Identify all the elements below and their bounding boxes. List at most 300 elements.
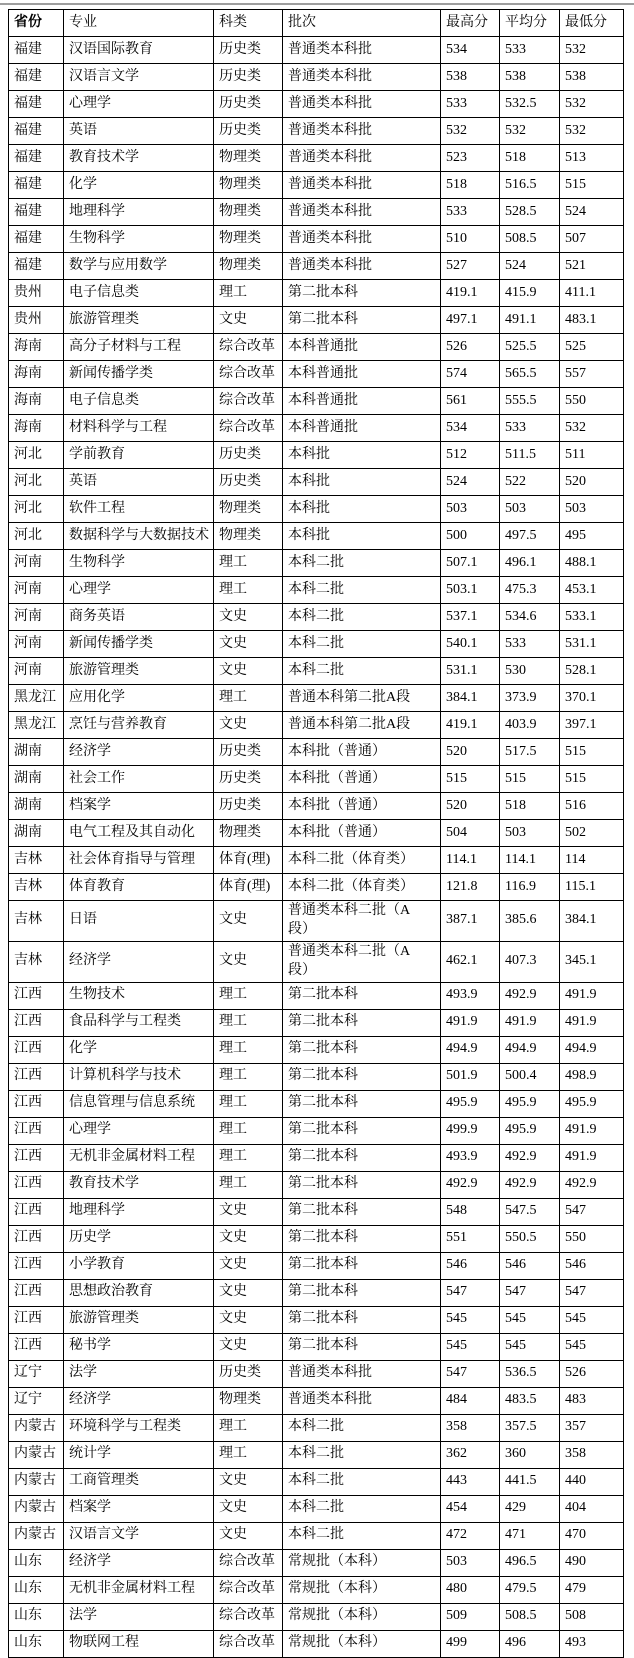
avg-score-cell: 357.5 <box>500 1414 560 1441</box>
major-cell: 新闻传播学类 <box>64 361 214 388</box>
category-cell: 综合改革 <box>214 334 283 361</box>
min-score-cell: 508 <box>560 1603 624 1630</box>
avg-score-cell: 415.9 <box>500 280 560 307</box>
batch-cell: 普通本科第二批A段 <box>283 685 441 712</box>
major-cell: 无机非金属材料工程 <box>64 1144 214 1171</box>
column-header: 批次 <box>283 10 441 37</box>
avg-score-cell: 517.5 <box>500 739 560 766</box>
category-cell: 文史 <box>214 1495 283 1522</box>
table-row <box>9 1549 624 1576</box>
max-score-cell: 532 <box>441 118 500 145</box>
header-row <box>9 10 624 37</box>
category-cell: 历史类 <box>214 442 283 469</box>
province-cell: 辽宁 <box>9 1360 64 1387</box>
avg-score-cell: 385.6 <box>500 901 560 942</box>
table-row <box>9 550 624 577</box>
min-score-cell: 493 <box>560 1630 624 1657</box>
category-cell: 物理类 <box>214 172 283 199</box>
table-row <box>9 523 624 550</box>
avg-score-cell: 516.5 <box>500 172 560 199</box>
province-cell: 河北 <box>9 442 64 469</box>
batch-cell: 第二批本科 <box>283 1171 441 1198</box>
avg-score-cell: 533 <box>500 37 560 64</box>
major-cell: 日语 <box>64 901 214 942</box>
min-score-cell: 547 <box>560 1198 624 1225</box>
min-score-cell: 526 <box>560 1360 624 1387</box>
table-row <box>9 631 624 658</box>
max-score-cell: 507.1 <box>441 550 500 577</box>
category-cell: 理工 <box>214 1117 283 1144</box>
table-row <box>9 685 624 712</box>
batch-cell: 普通类本科批 <box>283 145 441 172</box>
batch-cell: 第二批本科 <box>283 307 441 334</box>
batch-cell: 本科二批 <box>283 658 441 685</box>
max-score-cell: 533 <box>441 91 500 118</box>
batch-cell: 本科批 <box>283 523 441 550</box>
major-cell: 法学 <box>64 1360 214 1387</box>
major-cell: 汉语国际教育 <box>64 37 214 64</box>
max-score-cell: 454 <box>441 1495 500 1522</box>
min-score-cell: 491.9 <box>560 982 624 1009</box>
avg-score-cell: 492.9 <box>500 982 560 1009</box>
major-cell: 档案学 <box>64 1495 214 1522</box>
major-cell: 电气工程及其自动化 <box>64 820 214 847</box>
major-cell: 高分子材料与工程 <box>64 334 214 361</box>
province-cell: 江西 <box>9 1198 64 1225</box>
min-score-cell: 440 <box>560 1468 624 1495</box>
max-score-cell: 493.9 <box>441 1144 500 1171</box>
table-row <box>9 91 624 118</box>
min-score-cell: 114 <box>560 847 624 874</box>
batch-cell: 普通类本科批 <box>283 37 441 64</box>
province-cell: 贵州 <box>9 307 64 334</box>
batch-cell: 第二批本科 <box>283 982 441 1009</box>
max-score-cell: 472 <box>441 1522 500 1549</box>
category-cell: 文史 <box>214 1279 283 1306</box>
avg-score-cell: 500.4 <box>500 1063 560 1090</box>
batch-cell: 本科二批（体育类） <box>283 874 441 901</box>
min-score-cell: 494.9 <box>560 1036 624 1063</box>
table-row <box>9 496 624 523</box>
min-score-cell: 115.1 <box>560 874 624 901</box>
batch-cell: 普通类本科批 <box>283 64 441 91</box>
avg-score-cell: 429 <box>500 1495 560 1522</box>
table-row <box>9 253 624 280</box>
avg-score-cell: 545 <box>500 1333 560 1360</box>
batch-cell: 本科二批 <box>283 1468 441 1495</box>
major-cell: 秘书学 <box>64 1333 214 1360</box>
batch-cell: 常规批（本科） <box>283 1630 441 1657</box>
min-score-cell: 524 <box>560 199 624 226</box>
avg-score-cell: 503 <box>500 496 560 523</box>
major-cell: 地理科学 <box>64 1198 214 1225</box>
avg-score-cell: 530 <box>500 658 560 685</box>
batch-cell: 普通类本科二批（A段） <box>283 901 441 942</box>
max-score-cell: 512 <box>441 442 500 469</box>
column-header: 平均分 <box>500 10 560 37</box>
province-cell: 江西 <box>9 1063 64 1090</box>
category-cell: 综合改革 <box>214 1603 283 1630</box>
max-score-cell: 510 <box>441 226 500 253</box>
min-score-cell: 411.1 <box>560 280 624 307</box>
province-cell: 黑龙江 <box>9 712 64 739</box>
batch-cell: 第二批本科 <box>283 1225 441 1252</box>
category-cell: 文史 <box>214 712 283 739</box>
major-cell: 生物科学 <box>64 550 214 577</box>
batch-cell: 本科批 <box>283 469 441 496</box>
province-cell: 河南 <box>9 577 64 604</box>
batch-cell: 本科二批 <box>283 1441 441 1468</box>
max-score-cell: 491.9 <box>441 1009 500 1036</box>
major-cell: 物联网工程 <box>64 1630 214 1657</box>
category-cell: 物理类 <box>214 496 283 523</box>
category-cell: 理工 <box>214 550 283 577</box>
max-score-cell: 387.1 <box>441 901 500 942</box>
province-cell: 山东 <box>9 1549 64 1576</box>
max-score-cell: 501.9 <box>441 1063 500 1090</box>
major-cell: 经济学 <box>64 1549 214 1576</box>
min-score-cell: 516 <box>560 793 624 820</box>
category-cell: 历史类 <box>214 64 283 91</box>
major-cell: 地理科学 <box>64 199 214 226</box>
max-score-cell: 419.1 <box>441 280 500 307</box>
category-cell: 理工 <box>214 1414 283 1441</box>
province-cell: 吉林 <box>9 901 64 942</box>
province-cell: 河北 <box>9 523 64 550</box>
province-cell: 福建 <box>9 91 64 118</box>
category-cell: 文史 <box>214 1252 283 1279</box>
table-row <box>9 1360 624 1387</box>
major-cell: 小学教育 <box>64 1252 214 1279</box>
province-cell: 江西 <box>9 1279 64 1306</box>
max-score-cell: 551 <box>441 1225 500 1252</box>
min-score-cell: 528.1 <box>560 658 624 685</box>
category-cell: 文史 <box>214 1468 283 1495</box>
table-row <box>9 793 624 820</box>
batch-cell: 本科二批 <box>283 1522 441 1549</box>
category-cell: 历史类 <box>214 118 283 145</box>
min-score-cell: 531.1 <box>560 631 624 658</box>
table-row <box>9 64 624 91</box>
province-cell: 江西 <box>9 1117 64 1144</box>
min-score-cell: 483 <box>560 1387 624 1414</box>
major-cell: 无机非金属材料工程 <box>64 1576 214 1603</box>
major-cell: 数据科学与大数据技术 <box>64 523 214 550</box>
province-cell: 江西 <box>9 982 64 1009</box>
batch-cell: 普通类本科批 <box>283 172 441 199</box>
max-score-cell: 499 <box>441 1630 500 1657</box>
major-cell: 生物科学 <box>64 226 214 253</box>
column-header: 省份 <box>9 10 64 37</box>
min-score-cell: 515 <box>560 739 624 766</box>
min-score-cell: 545 <box>560 1306 624 1333</box>
table-row <box>9 442 624 469</box>
avg-score-cell: 550.5 <box>500 1225 560 1252</box>
major-cell: 旅游管理类 <box>64 658 214 685</box>
avg-score-cell: 496.5 <box>500 1549 560 1576</box>
table-header <box>9 10 624 37</box>
table-row <box>9 658 624 685</box>
max-score-cell: 537.1 <box>441 604 500 631</box>
major-cell: 体育教育 <box>64 874 214 901</box>
batch-cell: 本科二批 <box>283 604 441 631</box>
max-score-cell: 515 <box>441 766 500 793</box>
avg-score-cell: 494.9 <box>500 1036 560 1063</box>
batch-cell: 本科二批 <box>283 1414 441 1441</box>
avg-score-cell: 360 <box>500 1441 560 1468</box>
batch-cell: 常规批（本科） <box>283 1549 441 1576</box>
batch-cell: 第二批本科 <box>283 1252 441 1279</box>
max-score-cell: 527 <box>441 253 500 280</box>
province-cell: 江西 <box>9 1306 64 1333</box>
major-cell: 心理学 <box>64 1117 214 1144</box>
province-cell: 河北 <box>9 496 64 523</box>
batch-cell: 第二批本科 <box>283 280 441 307</box>
avg-score-cell: 545 <box>500 1306 560 1333</box>
major-cell: 学前教育 <box>64 442 214 469</box>
major-cell: 英语 <box>64 469 214 496</box>
province-cell: 福建 <box>9 172 64 199</box>
major-cell: 经济学 <box>64 1387 214 1414</box>
table-row <box>9 334 624 361</box>
batch-cell: 普通类本科批 <box>283 1360 441 1387</box>
major-cell: 生物技术 <box>64 982 214 1009</box>
avg-score-cell: 495.9 <box>500 1090 560 1117</box>
table-row <box>9 820 624 847</box>
category-cell: 物理类 <box>214 523 283 550</box>
category-cell: 理工 <box>214 982 283 1009</box>
category-cell: 理工 <box>214 577 283 604</box>
min-score-cell: 532 <box>560 118 624 145</box>
province-cell: 江西 <box>9 1333 64 1360</box>
min-score-cell: 532 <box>560 415 624 442</box>
avg-score-cell: 547 <box>500 1279 560 1306</box>
category-cell: 文史 <box>214 1306 283 1333</box>
table-row <box>9 361 624 388</box>
batch-cell: 第二批本科 <box>283 1333 441 1360</box>
batch-cell: 第二批本科 <box>283 1144 441 1171</box>
province-cell: 江西 <box>9 1036 64 1063</box>
province-cell: 福建 <box>9 226 64 253</box>
table-row <box>9 1522 624 1549</box>
batch-cell: 常规批（本科） <box>283 1603 441 1630</box>
province-cell: 湖南 <box>9 739 64 766</box>
table-row <box>9 1036 624 1063</box>
batch-cell: 普通类本科二批（A段） <box>283 941 441 982</box>
province-cell: 山东 <box>9 1576 64 1603</box>
min-score-cell: 511 <box>560 442 624 469</box>
province-cell: 河南 <box>9 658 64 685</box>
category-cell: 物理类 <box>214 145 283 172</box>
max-score-cell: 480 <box>441 1576 500 1603</box>
table-row <box>9 199 624 226</box>
avg-score-cell: 534.6 <box>500 604 560 631</box>
max-score-cell: 533 <box>441 199 500 226</box>
batch-cell: 第二批本科 <box>283 1279 441 1306</box>
max-score-cell: 494.9 <box>441 1036 500 1063</box>
avg-score-cell: 114.1 <box>500 847 560 874</box>
major-cell: 统计学 <box>64 1441 214 1468</box>
major-cell: 旅游管理类 <box>64 307 214 334</box>
major-cell: 思想政治教育 <box>64 1279 214 1306</box>
batch-cell: 普通本科第二批A段 <box>283 712 441 739</box>
max-score-cell: 548 <box>441 1198 500 1225</box>
table-row <box>9 118 624 145</box>
province-cell: 江西 <box>9 1090 64 1117</box>
avg-score-cell: 479.5 <box>500 1576 560 1603</box>
category-cell: 文史 <box>214 1333 283 1360</box>
avg-score-cell: 373.9 <box>500 685 560 712</box>
category-cell: 文史 <box>214 1225 283 1252</box>
batch-cell: 第二批本科 <box>283 1117 441 1144</box>
category-cell: 历史类 <box>214 91 283 118</box>
batch-cell: 普通类本科批 <box>283 118 441 145</box>
column-header: 科类 <box>214 10 283 37</box>
max-score-cell: 495.9 <box>441 1090 500 1117</box>
batch-cell: 本科二批 <box>283 631 441 658</box>
province-cell: 河北 <box>9 469 64 496</box>
min-score-cell: 547 <box>560 1279 624 1306</box>
major-cell: 应用化学 <box>64 685 214 712</box>
table-row <box>9 1279 624 1306</box>
avg-score-cell: 508.5 <box>500 226 560 253</box>
min-score-cell: 384.1 <box>560 901 624 942</box>
province-cell: 吉林 <box>9 941 64 982</box>
table-row <box>9 739 624 766</box>
province-cell: 湖南 <box>9 766 64 793</box>
major-cell: 历史学 <box>64 1225 214 1252</box>
table-row <box>9 901 624 942</box>
avg-score-cell: 491.9 <box>500 1009 560 1036</box>
batch-cell: 第二批本科 <box>283 1090 441 1117</box>
table-body <box>9 37 624 1658</box>
table-row <box>9 172 624 199</box>
max-score-cell: 384.1 <box>441 685 500 712</box>
table-row <box>9 226 624 253</box>
table-row <box>9 604 624 631</box>
avg-score-cell: 533 <box>500 415 560 442</box>
batch-cell: 第二批本科 <box>283 1036 441 1063</box>
category-cell: 综合改革 <box>214 415 283 442</box>
avg-score-cell: 492.9 <box>500 1144 560 1171</box>
min-score-cell: 357 <box>560 1414 624 1441</box>
province-cell: 海南 <box>9 334 64 361</box>
min-score-cell: 538 <box>560 64 624 91</box>
batch-cell: 普通类本科批 <box>283 253 441 280</box>
column-header: 专业 <box>64 10 214 37</box>
province-cell: 内蒙古 <box>9 1468 64 1495</box>
batch-cell: 本科二批 <box>283 1495 441 1522</box>
max-score-cell: 520 <box>441 739 500 766</box>
batch-cell: 第二批本科 <box>283 1009 441 1036</box>
province-cell: 河南 <box>9 631 64 658</box>
batch-cell: 普通类本科批 <box>283 226 441 253</box>
min-score-cell: 488.1 <box>560 550 624 577</box>
max-score-cell: 500 <box>441 523 500 550</box>
batch-cell: 本科批（普通） <box>283 793 441 820</box>
admission-scores-table <box>8 9 624 1658</box>
province-cell: 江西 <box>9 1171 64 1198</box>
table-row <box>9 1468 624 1495</box>
batch-cell: 本科二批 <box>283 577 441 604</box>
min-score-cell: 345.1 <box>560 941 624 982</box>
max-score-cell: 462.1 <box>441 941 500 982</box>
province-cell: 福建 <box>9 64 64 91</box>
table-row <box>9 469 624 496</box>
province-cell: 江西 <box>9 1009 64 1036</box>
category-cell: 物理类 <box>214 253 283 280</box>
avg-score-cell: 525.5 <box>500 334 560 361</box>
min-score-cell: 490 <box>560 1549 624 1576</box>
major-cell: 心理学 <box>64 577 214 604</box>
max-score-cell: 545 <box>441 1306 500 1333</box>
table-row <box>9 847 624 874</box>
province-cell: 贵州 <box>9 280 64 307</box>
table-row <box>9 577 624 604</box>
avg-score-cell: 511.5 <box>500 442 560 469</box>
table-row <box>9 982 624 1009</box>
min-score-cell: 491.9 <box>560 1009 624 1036</box>
table-row <box>9 1009 624 1036</box>
avg-score-cell: 532.5 <box>500 91 560 118</box>
category-cell: 物理类 <box>214 226 283 253</box>
category-cell: 文史 <box>214 631 283 658</box>
min-score-cell: 532 <box>560 37 624 64</box>
category-cell: 理工 <box>214 685 283 712</box>
category-cell: 文史 <box>214 941 283 982</box>
major-cell: 软件工程 <box>64 496 214 523</box>
min-score-cell: 397.1 <box>560 712 624 739</box>
max-score-cell: 547 <box>441 1279 500 1306</box>
max-score-cell: 504 <box>441 820 500 847</box>
max-score-cell: 546 <box>441 1252 500 1279</box>
min-score-cell: 495 <box>560 523 624 550</box>
max-score-cell: 545 <box>441 1333 500 1360</box>
avg-score-cell: 538 <box>500 64 560 91</box>
table-row <box>9 1630 624 1657</box>
major-cell: 新闻传播学类 <box>64 631 214 658</box>
table-row <box>9 145 624 172</box>
major-cell: 教育技术学 <box>64 145 214 172</box>
top-divider-line <box>0 3 634 5</box>
batch-cell: 本科批 <box>283 442 441 469</box>
min-score-cell: 546 <box>560 1252 624 1279</box>
major-cell: 电子信息类 <box>64 388 214 415</box>
category-cell: 综合改革 <box>214 361 283 388</box>
min-score-cell: 483.1 <box>560 307 624 334</box>
max-score-cell: 526 <box>441 334 500 361</box>
batch-cell: 本科批 <box>283 496 441 523</box>
avg-score-cell: 565.5 <box>500 361 560 388</box>
province-cell: 海南 <box>9 361 64 388</box>
category-cell: 理工 <box>214 1036 283 1063</box>
table-row <box>9 1414 624 1441</box>
province-cell: 河南 <box>9 550 64 577</box>
max-score-cell: 574 <box>441 361 500 388</box>
category-cell: 历史类 <box>214 1360 283 1387</box>
avg-score-cell: 441.5 <box>500 1468 560 1495</box>
avg-score-cell: 483.5 <box>500 1387 560 1414</box>
max-score-cell: 509 <box>441 1603 500 1630</box>
major-cell: 社会工作 <box>64 766 214 793</box>
province-cell: 吉林 <box>9 874 64 901</box>
category-cell: 文史 <box>214 1522 283 1549</box>
major-cell: 教育技术学 <box>64 1171 214 1198</box>
major-cell: 化学 <box>64 1036 214 1063</box>
major-cell: 心理学 <box>64 91 214 118</box>
category-cell: 理工 <box>214 1009 283 1036</box>
category-cell: 综合改革 <box>214 1630 283 1657</box>
